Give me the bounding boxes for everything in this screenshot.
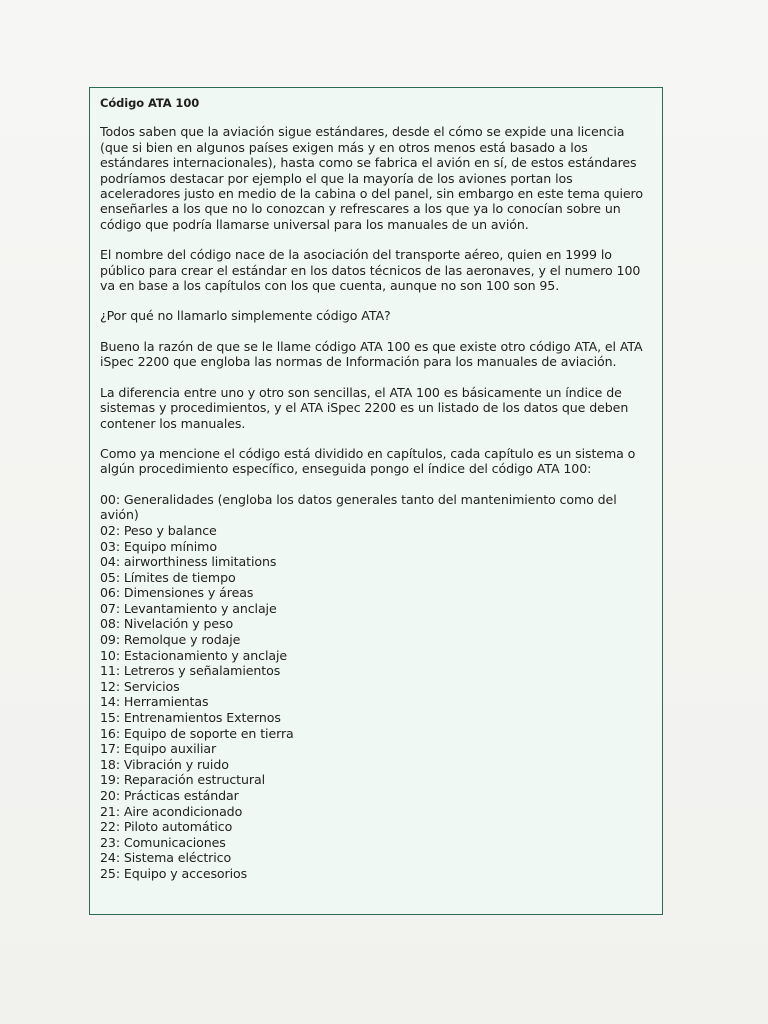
chapter-item: 25: Equipo y accesorios [100,865,248,881]
chapter-item: 10: Estacionamiento y anclaje [100,647,288,663]
chapter-list [100,492,652,882]
chapter-item: 05: Límites de tiempo [100,569,236,585]
chapter-item: 06: Dimensiones y áreas [100,585,254,601]
chapter-item: 09: Remolque y rodaje [100,632,241,648]
chapter-item: 19: Reparación estructural [100,772,265,788]
paragraph-question: ¿Por qué no llamarlo simplemente código ATA? [100,308,391,324]
chapter-item: 21: Aire acondicionado [100,803,243,819]
chapter-item: 14: Herramientas [100,694,209,710]
chapter-item: 18: Vibración y ruido [100,756,229,772]
document-box [89,87,663,915]
chapter-item: 17: Equipo auxiliar [100,741,217,757]
document-title: Código ATA 100 [100,96,200,110]
paragraph-intro: Todos saben que la aviación sigue estándares, desde el cómo se expide una licencia (que si bien en algunos países exigen más y en otros menos está basado a los estándares internacionales), hasta como se fabrica el avión en sí, de estos estándares podríamos destacar por ejemplo el que la mayoría de los aviones portan los aceleradores justo en medio de la cabina o del panel, sin embargo en este tema quiero enseñarles a los que no lo conozcan y refrescares a los que ya lo conocían sobre un código que podría llamarse universal para los manuales de un avión. [100,124,643,232]
paragraph-difference: La diferencia entre uno y otro son sencillas, el ATA 100 es básicamente un índice de sistemas y procedimientos, y el ATA iSpec 2200 es un listado de los datos que deben contener los manuales. [100,384,629,431]
chapter-item: 02: Peso y balance [100,522,217,538]
chapter-item: 22: Piloto automático [100,819,233,835]
chapter-item: 12: Servicios [100,678,180,694]
chapter-item: 15: Entrenamientos Externos [100,710,281,726]
chapter-item: 08: Nivelación y peso [100,616,234,632]
paragraph-reason: Bueno la razón de que se le llame código ATA 100 es que existe otro código ATA, el ATA iSpec 2200 que engloba las normas de Información para los manuales de aviación. [100,338,643,370]
chapter-item: 07: Levantamiento y anclaje [100,600,277,616]
paragraph-origin: El nombre del código nace de la asociación del transporte aéreo, quien en 1999 lo público para crear el estándar en los datos técnicos de las aeronaves, y el numero 100 va en base a los capítulos con los que cuenta, aunque no son 100 son 95. [100,247,641,294]
chapter-item: 00: Generalidades (engloba los datos generales tanto del mantenimiento como del avión) [100,491,617,523]
paragraph-index-intro: Como ya mencione el código está dividido en capítulos, cada capítulo es un sistema o algún procedimiento específico, enseguida pongo el índice del código ATA 100: [100,445,636,477]
chapter-item: 20: Prácticas estándar [100,788,239,803]
chapter-item: 11: Letreros y señalamientos [100,663,281,679]
chapter-item: 24: Sistema eléctrico [100,850,232,866]
chapter-item: 04: airworthiness limitations [100,554,277,570]
chapter-item: 23: Comunicaciones [100,834,226,850]
chapter-item: 16: Equipo de soporte en tierra [100,725,294,741]
chapter-item: 03: Equipo mínimo [100,538,217,554]
